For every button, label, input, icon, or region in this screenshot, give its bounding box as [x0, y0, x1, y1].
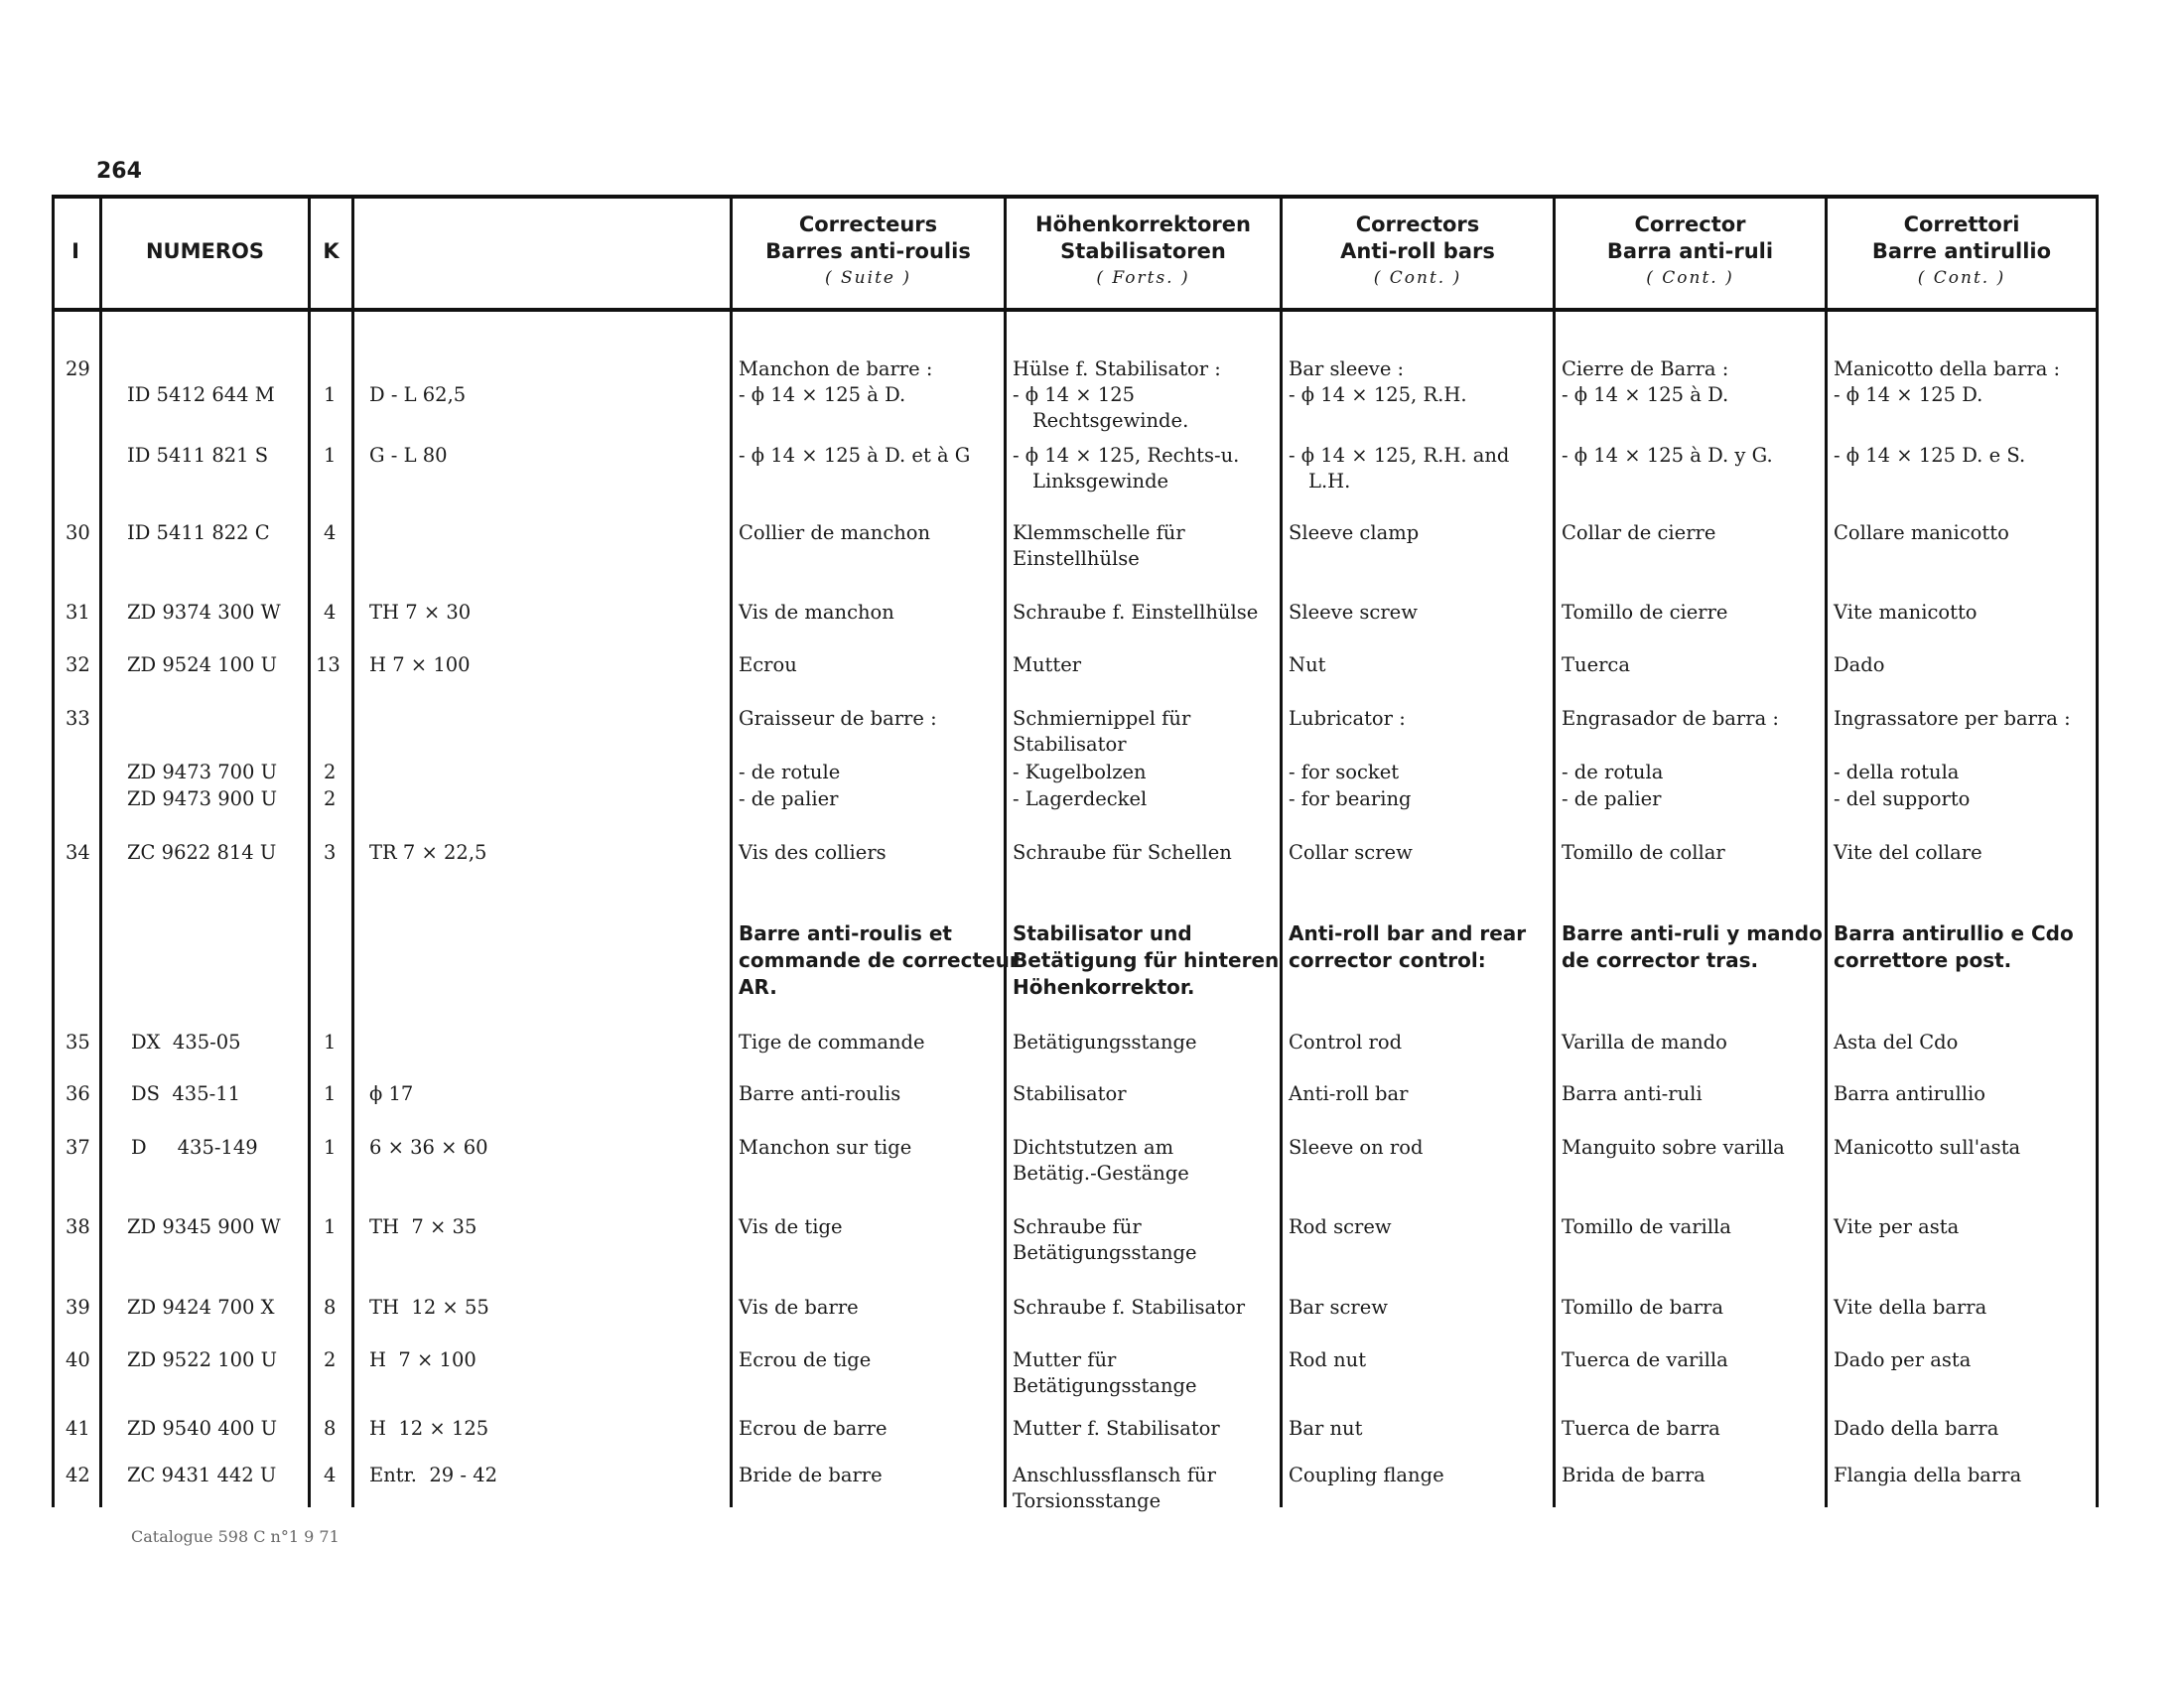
desc-de: Stabilisator: [1013, 1082, 1127, 1105]
desc-it: Flangia della barra: [1834, 1464, 2022, 1486]
desc-it: Manicotto della barra :: [1834, 357, 2061, 380]
header-index: I: [71, 238, 79, 263]
header-spanish: Corrector Barra anti-ruli ( Cont. ): [1606, 211, 1774, 288]
row-index: 35: [66, 1031, 90, 1054]
desc-it: Dado: [1834, 653, 1885, 676]
desc-it: - ϕ 14 × 125 D.: [1834, 383, 1983, 406]
quantity: 8: [324, 1296, 337, 1319]
row-index: 39: [66, 1296, 90, 1319]
row-index: 32: [66, 653, 90, 676]
rule-fr: [1004, 195, 1007, 1507]
desc-de: - ϕ 14 × 125: [1013, 383, 1136, 406]
desc-en: - for bearing: [1289, 787, 1412, 810]
desc-en: Lubricator :: [1289, 707, 1406, 730]
desc-en: - ϕ 14 × 125, R.H.: [1289, 383, 1467, 406]
spec: H 12 × 125: [369, 1417, 489, 1440]
header-k: K: [323, 238, 340, 263]
row-index: 40: [66, 1348, 90, 1371]
desc-de: Schraube f. Einstellhülse: [1013, 601, 1259, 624]
row-index: 42: [66, 1464, 90, 1486]
header-italian: Correttori Barre antirullio ( Cont. ): [1871, 211, 2052, 288]
desc-de: Schraube für Schellen: [1013, 841, 1232, 864]
spec: H 7 × 100: [369, 1348, 477, 1371]
quantity: 1: [324, 444, 337, 467]
desc-it: Asta del Cdo: [1834, 1031, 1959, 1054]
desc-fr: - ϕ 14 × 125 à D. et à G: [739, 444, 971, 467]
row-index: 30: [66, 521, 90, 544]
desc-it: Ingrassatore per barra :: [1834, 707, 2071, 730]
part-number: ID 5411 822 C: [127, 521, 270, 544]
quantity: 1: [324, 1136, 337, 1159]
row-index: 33: [66, 707, 90, 730]
part-number: ZD 9345 900 W: [127, 1215, 281, 1238]
page-number: 264: [96, 159, 142, 184]
desc-de: - ϕ 14 × 125, Rechts-u.: [1013, 444, 1240, 467]
desc-it: - del supporto: [1834, 787, 1971, 810]
quantity: 4: [324, 521, 337, 544]
desc-en: Bar nut: [1289, 1417, 1363, 1440]
desc-de: Torsionsstange: [1013, 1489, 1161, 1512]
spec: TH 7 × 35: [369, 1215, 478, 1238]
desc-de: Hülse f. Stabilisator :: [1013, 357, 1221, 380]
part-number: ZD 9424 700 X: [127, 1296, 275, 1319]
part-number: ZD 9540 400 U: [127, 1417, 278, 1440]
section-heading-it: Barra antirullio e Cdo correttore post.: [1834, 921, 2074, 972]
spec: Entr. 29 - 42: [369, 1464, 498, 1486]
desc-es: Tomillo de barra: [1562, 1296, 1723, 1319]
rule-index: [99, 195, 102, 1507]
rule-de: [1280, 195, 1283, 1507]
desc-fr: Collier de manchon: [739, 521, 931, 544]
header-english: Correctors Anti-roll bars ( Cont. ): [1340, 211, 1495, 288]
quantity: 2: [324, 787, 337, 810]
spec: 6 × 36 × 60: [369, 1136, 488, 1159]
desc-de: Betätigungsstange: [1013, 1031, 1197, 1054]
spec: TH 7 × 30: [369, 601, 472, 624]
desc-fr: Tige de commande: [739, 1031, 925, 1054]
row-index: 36: [66, 1082, 90, 1105]
rule-en: [1553, 195, 1556, 1507]
desc-de: Betätig.-Gestänge: [1013, 1162, 1189, 1185]
desc-it: Vite del collare: [1834, 841, 1982, 864]
desc-it: Barra antirullio: [1834, 1082, 1986, 1105]
desc-fr: Ecrou de barre: [739, 1417, 887, 1440]
desc-es: - ϕ 14 × 125 à D.: [1562, 383, 1729, 406]
desc-fr: - de palier: [739, 787, 839, 810]
rule-numeros: [308, 195, 311, 1507]
row-index: 31: [66, 601, 90, 624]
spec: ϕ 17: [369, 1082, 414, 1105]
desc-es: Tomillo de collar: [1562, 841, 1725, 864]
desc-es: - de rotula: [1562, 761, 1664, 783]
section-heading-de: Stabilisator und Betätigung für hinteren Höhenkorrektor.: [1013, 921, 1280, 999]
part-number: ID 5411 821 S: [127, 444, 269, 467]
rule-spec: [730, 195, 733, 1507]
desc-it: - ϕ 14 × 125 D. e S.: [1834, 444, 2026, 467]
desc-de: Schraube f. Stabilisator: [1013, 1296, 1246, 1319]
desc-fr: Ecrou de tige: [739, 1348, 872, 1371]
catalogue-footer: Catalogue 598 C n°1 9 71: [131, 1527, 340, 1546]
desc-en: Bar screw: [1289, 1296, 1388, 1319]
desc-en: Rod screw: [1289, 1215, 1392, 1238]
desc-fr: Vis de barre: [739, 1296, 859, 1319]
desc-es: Varilla de mando: [1562, 1031, 1727, 1054]
section-heading-en: Anti-roll bar and rear corrector control:: [1289, 921, 1527, 972]
spec: D - L 62,5: [369, 383, 467, 406]
desc-en: Collar screw: [1289, 841, 1413, 864]
desc-it: - della rotula: [1834, 761, 1960, 783]
desc-fr: - de rotule: [739, 761, 841, 783]
quantity: 2: [324, 761, 337, 783]
desc-fr: Graisseur de barre :: [739, 707, 937, 730]
desc-en: Sleeve clamp: [1289, 521, 1420, 544]
row-index: 38: [66, 1215, 90, 1238]
part-number: ZD 9374 300 W: [127, 601, 281, 624]
quantity: 1: [324, 1082, 337, 1105]
desc-es: Barra anti-ruli: [1562, 1082, 1703, 1105]
part-number: ID 5412 644 M: [127, 383, 275, 406]
quantity: 1: [324, 383, 337, 406]
desc-en: L.H.: [1308, 470, 1351, 492]
desc-es: Tomillo de cierre: [1562, 601, 1728, 624]
spec: G - L 80: [369, 444, 448, 467]
desc-de: Rechtsgewinde.: [1032, 409, 1189, 432]
desc-fr: Vis des colliers: [739, 841, 887, 864]
desc-fr: Manchon sur tige: [739, 1136, 912, 1159]
section-heading-fr: Barre anti-roulis et commande de correcteur AR.: [739, 921, 1020, 999]
parts-table: [52, 195, 2099, 1512]
header-numeros: NUMEROS: [145, 238, 265, 263]
desc-fr: Manchon de barre :: [739, 357, 933, 380]
desc-es: Tuerca de barra: [1562, 1417, 1720, 1440]
quantity: 13: [316, 653, 341, 676]
desc-it: Dado della barra: [1834, 1417, 1999, 1440]
spec: H 7 × 100: [369, 653, 471, 676]
desc-es: Tuerca: [1562, 653, 1630, 676]
row-index: 34: [66, 841, 90, 864]
part-number: ZD 9522 100 U: [127, 1348, 278, 1371]
desc-fr: Vis de manchon: [739, 601, 894, 624]
desc-fr: Vis de tige: [739, 1215, 843, 1238]
desc-es: - ϕ 14 × 125 à D. y G.: [1562, 444, 1773, 467]
spec: TR 7 × 22,5: [369, 841, 487, 864]
desc-en: Bar sleeve :: [1289, 357, 1405, 380]
rule-left: [52, 195, 55, 1507]
rule-es: [1825, 195, 1828, 1507]
desc-en: Rod nut: [1289, 1348, 1367, 1371]
desc-es: Engrasador de barra :: [1562, 707, 1779, 730]
desc-de: Betätigungsstange: [1013, 1374, 1197, 1397]
desc-en: Nut: [1289, 653, 1326, 676]
quantity: 4: [324, 601, 337, 624]
desc-de: Schraube für: [1013, 1215, 1142, 1238]
desc-de: Stabilisator: [1013, 733, 1127, 756]
quantity: 4: [324, 1464, 337, 1486]
desc-de: Mutter für: [1013, 1348, 1117, 1371]
part-number: DX 435-05: [131, 1031, 241, 1054]
desc-de: Linksgewinde: [1032, 470, 1169, 492]
row-index: 37: [66, 1136, 90, 1159]
desc-fr: Bride de barre: [739, 1464, 883, 1486]
desc-de: Mutter f. Stabilisator: [1013, 1417, 1220, 1440]
desc-es: Collar de cierre: [1562, 521, 1716, 544]
section-heading-es: Barre anti-ruli y mando de corrector tras.: [1562, 921, 1823, 972]
desc-it: Collare manicotto: [1834, 521, 2009, 544]
part-number: DS 435-11: [131, 1082, 241, 1105]
desc-it: Vite per asta: [1834, 1215, 1960, 1238]
quantity: 1: [324, 1215, 337, 1238]
desc-en: Sleeve screw: [1289, 601, 1418, 624]
desc-it: Dado per asta: [1834, 1348, 1972, 1371]
desc-de: - Lagerdeckel: [1013, 787, 1148, 810]
desc-es: Cierre de Barra :: [1562, 357, 1729, 380]
desc-en: Sleeve on rod: [1289, 1136, 1424, 1159]
part-number: ZC 9622 814 U: [127, 841, 277, 864]
desc-it: Vite della barra: [1834, 1296, 1987, 1319]
part-number: ZD 9473 700 U: [127, 761, 278, 783]
desc-it: Vite manicotto: [1834, 601, 1978, 624]
part-number: ZD 9473 900 U: [127, 787, 278, 810]
desc-es: Tomillo de varilla: [1562, 1215, 1731, 1238]
desc-fr: - ϕ 14 × 125 à D.: [739, 383, 906, 406]
desc-en: Coupling flange: [1289, 1464, 1444, 1486]
desc-de: Klemmschelle für: [1013, 521, 1185, 544]
desc-de: Anschlussflansch für: [1013, 1464, 1216, 1486]
header-bottom-rule: [52, 308, 2099, 312]
desc-de: Schmiernippel für: [1013, 707, 1191, 730]
quantity: 2: [324, 1348, 337, 1371]
desc-es: Manguito sobre varilla: [1562, 1136, 1785, 1159]
desc-en: - ϕ 14 × 125, R.H. and: [1289, 444, 1510, 467]
desc-de: - Kugelbolzen: [1013, 761, 1147, 783]
spec: TH 12 × 55: [369, 1296, 489, 1319]
desc-es: - de palier: [1562, 787, 1662, 810]
part-number: ZC 9431 442 U: [127, 1464, 277, 1486]
quantity: 1: [324, 1031, 337, 1054]
desc-de: Betätigungsstange: [1013, 1241, 1197, 1264]
desc-es: Brida de barra: [1562, 1464, 1706, 1486]
row-index: 29: [66, 357, 90, 380]
quantity: 8: [324, 1417, 337, 1440]
desc-de: Einstellhülse: [1013, 547, 1140, 570]
part-number: D 435-149: [131, 1136, 258, 1159]
desc-it: Manicotto sull'asta: [1834, 1136, 2021, 1159]
desc-en: Anti-roll bar: [1289, 1082, 1409, 1105]
desc-en: Control rod: [1289, 1031, 1403, 1054]
row-index: 41: [66, 1417, 90, 1440]
desc-de: Mutter: [1013, 653, 1082, 676]
desc-de: Dichtstutzen am: [1013, 1136, 1174, 1159]
desc-es: Tuerca de varilla: [1562, 1348, 1728, 1371]
desc-en: - for socket: [1289, 761, 1400, 783]
quantity: 3: [324, 841, 337, 864]
header-french: Correcteurs Barres anti-roulis ( Suite ): [765, 211, 971, 288]
rule-k: [351, 195, 354, 1507]
desc-fr: Barre anti-roulis: [739, 1082, 901, 1105]
header-german: Höhenkorrektoren Stabilisatoren ( Forts. ): [1035, 211, 1251, 288]
desc-fr: Ecrou: [739, 653, 797, 676]
part-number: ZD 9524 100 U: [127, 653, 278, 676]
rule-right: [2096, 195, 2099, 1507]
